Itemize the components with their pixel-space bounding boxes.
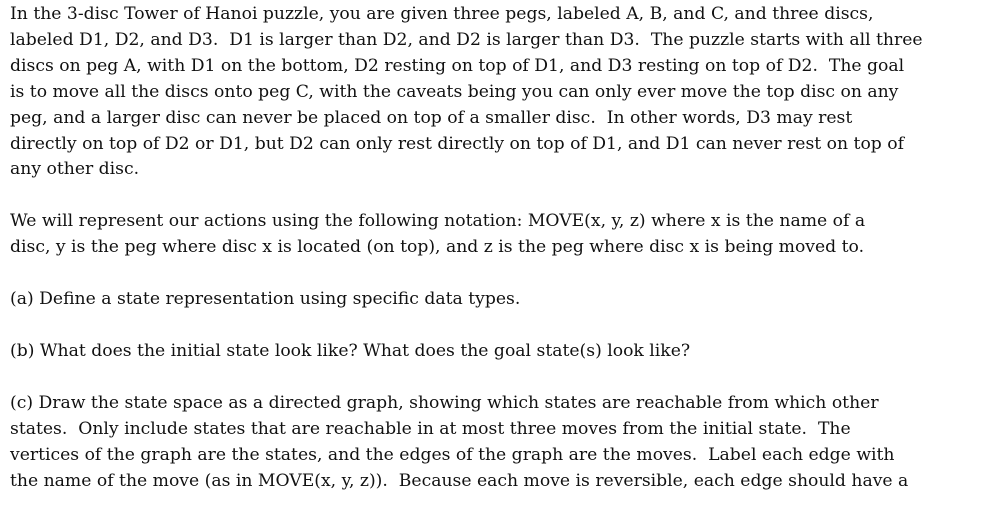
text-line: disc, y is the peg where disc x is located (on top), and z is the peg where disc x is being moved to. (10, 237, 865, 258)
text-line: discs on peg A, with D1 on the bottom, D2 resting on top of D1, and D3 resting on top of D2. The goal (10, 55, 905, 76)
text-line: the name of the move (as in MOVE(x, y, z)). Because each move is reversible, each edge should have a (10, 470, 909, 491)
text-line: any other disc. (10, 159, 140, 180)
text-line: directly on top of D2 or D1, but D2 can only rest directly on top of D1, and D1 can never rest on top of (10, 133, 904, 154)
text-line: vertices of the graph are the states, and the edges of the graph are the moves. Label each edge with (10, 444, 895, 465)
text-line: We will represent our actions using the following notation: MOVE(x, y, z) where x is the name of a (10, 211, 866, 232)
document-body (10, 2, 1000, 495)
text-line: peg, and a larger disc can never be placed on top of a smaller disc. In other words, D3 may rest (10, 107, 853, 128)
text-line: labeled D1, D2, and D3. D1 is larger than D2, and D2 is larger than D3. The puzzle starts with all three (10, 29, 923, 50)
text-line: (b) What does the initial state look like? What does the goal state(s) look like? (10, 341, 691, 362)
text-line: (c) Draw the state space as a directed graph, showing which states are reachable from which other (10, 392, 879, 413)
text-line: states. Only include states that are reachable in at most three moves from the initial state. The (10, 418, 851, 439)
text-line: In the 3-disc Tower of Hanoi puzzle, you are given three pegs, labeled A, B, and C, and three discs, (10, 4, 874, 24)
text-line: (a) Define a state representation using specific data types. (10, 289, 521, 310)
question-c (10, 391, 1000, 495)
problem-intro-paragraph (10, 2, 1000, 183)
paragraph-spacer (10, 313, 1000, 339)
paragraph-spacer (10, 365, 1000, 391)
text-line: is to move all the discs onto peg C, with the caveats being you can only ever move the top disc on any (10, 81, 899, 102)
notation-paragraph (10, 209, 1000, 261)
paragraph-spacer (10, 261, 1000, 287)
question-a (10, 287, 1000, 313)
paragraph-spacer (10, 183, 1000, 209)
question-b (10, 339, 1000, 365)
